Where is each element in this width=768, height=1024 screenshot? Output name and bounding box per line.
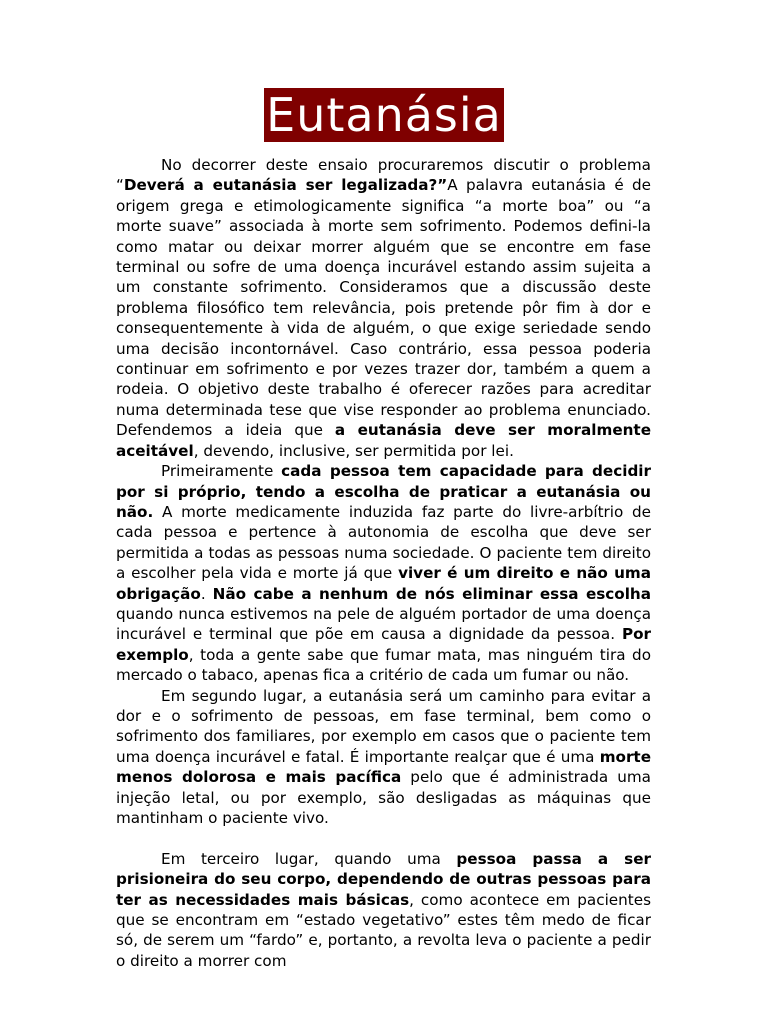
paragraph-2-text-1: Primeiramente [161,462,282,481]
paragraph-4 [116,849,651,971]
paragraph-2-bold-3: Não cabe a nenhum de nós eliminar essa escolha [212,584,651,603]
paragraph-2-text-2: A morte medicamente induzida faz parte do livre-arbítrio de cada pessoa e pertence à autonomia de escolha que deve ser permitida a todas as pessoas numa sociedade. O paciente tem direito a escolher pela vida e morte já que [116,502,651,583]
paragraph-1-text-1: No decorrer deste ensaio procuraremos discutir o problema “ [116,156,651,195]
paragraph-2-text-3: . [200,584,213,603]
paragraph-1-text-2: A palavra eutanásia é de origem grega e etimologicamente significa “a morte boa” ou “a morte suave” associada à morte sem sofrimento. Podemos defini-la como matar ou deixar morrer alguém que se encontre em fase terminal ou sofre de uma doença incurável estando assim sujeita a um constante sofrimento. Consideramos que a discussão deste problema filosófico tem relevância, pois pretende pôr fim à dor e consequentemente à vida de alguém, o que exige seriedade sendo uma decisão incontornável. Caso contrário, essa pessoa poderia continuar em sofrimento e por vezes trazer dor, também a quem a rodeia. O objetivo deste trabalho é oferecer razões para acreditar numa determinada tese que vise responder ao problema enunciado. Defendemos a ideia que [116,176,651,440]
document-title: Eutanásia [266,88,502,142]
paragraph-4-text-1: Em terceiro lugar, quando uma [161,849,457,868]
paragraph-1-bold-question: Deverá a eutanásia ser legalizada?” [123,176,448,195]
paragraph-2-bold-1: cada pessoa tem capacidade para decidir por si próprio, tendo a escolha de praticar a eutanásia ou não. [116,462,652,521]
title-banner [0,88,768,142]
paragraph-1-bold-thesis: a eutanásia deve ser moralmente aceitável [116,421,651,460]
paragraph-1-text-3: , devendo, inclusive, ser permitida por lei. [193,441,514,460]
paragraph-2-bold-4: Por exemplo [116,625,651,664]
paragraph-4-bold-1: pessoa passa a ser prisioneira do seu corpo, dependendo de outras pessoas para ter as necessidades mais básicas [116,849,651,909]
paragraph-3-bold-1: morte menos dolorosa e mais pacífica [116,747,651,787]
paragraph-3 [116,686,651,829]
paragraph-2-bold-2: viver é um direito e não uma obrigação [116,564,651,603]
paragraph-1 [116,155,651,461]
document-body [116,155,651,971]
paragraph-3-text-2: pelo que é administrada uma injeção letal, ou por exemplo, são desligadas as máquinas que mantinham o paciente vivo. [116,768,651,827]
paragraph-3-text-1: Em segundo lugar, a eutanásia será um caminho para evitar a dor e o sofrimento de pessoas, em fase terminal, bem como o sofrimento dos familiares, por exemplo em casos que o paciente tem uma doença incurável e fatal. É importante realçar que é uma [116,686,651,766]
paragraph-2-text-5: , toda a gente sabe que fumar mata, mas ninguém tira do mercado o tabaco, apenas fica a critério de cada um fumar ou não. [116,645,651,685]
paragraph-2-text-4: quando nunca estivemos na pele de alguém portador de uma doença incurável e terminal que põe em causa a dignidade da pessoa. [116,604,651,644]
paragraph-4-text-2: , como acontece em pacientes que se encontram em “estado vegetativo” estes têm medo de ficar só, de serem um “fardo” e, portanto, a revolta leva o paciente a pedir o direito a morrer com [116,890,651,970]
paragraph-2 [116,461,651,685]
